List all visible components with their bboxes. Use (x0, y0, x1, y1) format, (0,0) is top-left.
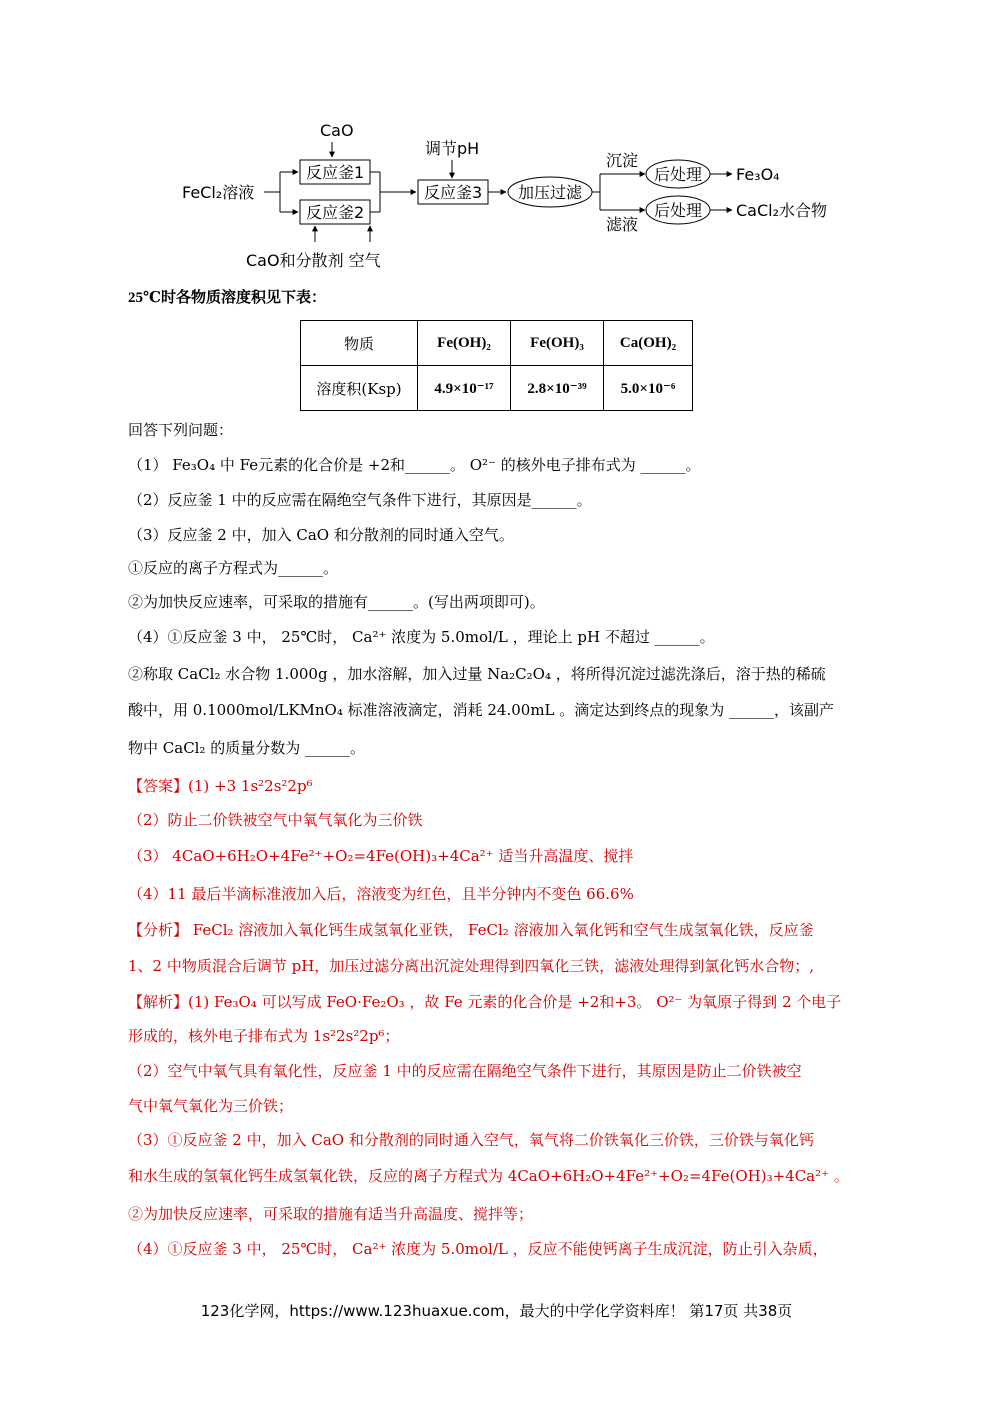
solution-line3: （2）空气中氧气具有氧化性，反应釜 1 中的反应需在隔绝空气条件下进行，其原因是防止二价铁被空 (128, 1062, 802, 1080)
question-1: （1） Fe₃O₄ 中 Fe元素的化合价是 +2和______。 O²⁻ 的核外电子排布式为 ______。 (128, 456, 701, 474)
feed-label: FeCl₂溶液 (182, 183, 255, 202)
answer-1: 【答案】(1) +3 1s²2s²2p⁶ (128, 777, 313, 795)
table-cell: 2.8×10⁻³⁹ (511, 366, 604, 411)
table-cell: Ca(OH)₂ (604, 321, 693, 366)
precip-label: 沉淀 (606, 151, 639, 170)
ph-label: 调节pH (425, 139, 480, 158)
solution-line4: 气中氧气氧化为三价铁； (128, 1097, 294, 1115)
solution-line7: ②为加快反应速率，可采取的措施有适当升高温度、搅拌等； (128, 1205, 534, 1223)
solution-line2: 形成的，核外电子排布式为 1s²2s²2p⁶； (128, 1027, 400, 1045)
reactor1-label: 反应釜1 (306, 163, 365, 182)
solution-line8: （4）①反应釜 3 中， 25℃时， Ca²⁺ 浓度为 5.0mol/L ，反应不能使钙离子生成沉淀，防止引入杂质， (128, 1240, 828, 1258)
table-cell: 4.9×10⁻¹⁷ (418, 366, 511, 411)
solution-line5: （3）①反应釜 2 中，加入 CaO 和分散剂的同时通入空气，氧气将二价铁氧化三价铁，三价铁与氧化钙 (128, 1131, 814, 1149)
table-cell: 5.0×10⁻⁶ (604, 366, 693, 411)
bottom-inputs-label: CaO和分散剂 空气 (246, 251, 381, 270)
answer-2: （2）防止二价铁被空气中氧气氧化为三价铁 (128, 811, 423, 829)
question-3: （3）反应釜 2 中，加入 CaO 和分散剂的同时通入空气。 (128, 526, 514, 544)
process-flow-diagram (180, 112, 880, 272)
reactor3-label: 反应釜3 (424, 183, 483, 202)
product2-label: CaCl₂水合物 (736, 201, 828, 220)
analysis-line1: 【分析】 FeCl₂ 溶液加入氧化钙生成氢氧化亚铁， FeCl₂ 溶液加入氧化钙和空气生成氢氧化铁，反应釜 (128, 921, 814, 939)
reactor2-label: 反应釜2 (306, 203, 365, 222)
question-3b: ②为加快反应速率，可采取的措施有______。(写出两项即可)。 (128, 593, 545, 611)
solution-line6: 和水生成的氢氧化钙生成氢氧化铁，反应的离子方程式为 4CaO+6H₂O+4Fe²⁺+O₂=4Fe(OH)₃+4Ca²⁺ 。 (128, 1167, 849, 1185)
table-cell: Fe(OH)₂ (418, 321, 511, 366)
page-footer: 123化学网，https://www.123huaxue.com，最大的中学化学资料库！ 第17页 共38页 (200, 1302, 793, 1320)
question-4b-line2: 酸中，用 0.1000mol/LKMnO₄ 标准溶液滴定，消耗 24.00mL 。滴定达到终点的现象为 ______，该副产 (128, 701, 835, 719)
answer-4: （4）11 最后半滴标准液加入后，溶液变为红色，且半分钟内不变色 66.6% (128, 885, 634, 903)
question-4b-line3: 物中 CaCl₂ 的质量分数为 ______。 (128, 739, 366, 757)
ksp-table (300, 320, 693, 411)
intro-text: 25℃时各物质溶度积见下表： (128, 290, 326, 306)
product1-label: Fe₃O₄ (736, 165, 780, 184)
filtrate-label: 滤液 (606, 215, 639, 234)
post1-label: 后处理 (654, 165, 703, 184)
questions-lead: 回答下列问题： (128, 421, 234, 439)
question-3a: ①反应的离子方程式为______。 (128, 559, 339, 577)
post2-label: 后处理 (654, 201, 703, 220)
cao-top-label: CaO (320, 121, 354, 140)
question-2: （2）反应釜 1 中的反应需在隔绝空气条件下进行，其原因是______。 (128, 491, 592, 509)
solution-line1: 【解析】(1) Fe₃O₄ 可以写成 FeO·Fe₂O₃ ，故 Fe 元素的化合价是 +2和+3。 O²⁻ 为氧原子得到 2 个电子 (128, 993, 842, 1011)
answer-3: （3） 4CaO+6H₂O+4Fe²⁺+O₂=4Fe(OH)₃+4Ca²⁺ 适当升高温度、搅拌 (128, 847, 634, 865)
analysis-line2: 1、2 中物质混合后调节 pH，加压过滤分离出沉淀处理得到四氧化三铁，滤液处理得到氯化钙水合物；, (128, 957, 815, 975)
question-4b-line1: ②称取 CaCl₂ 水合物 1.000g ，加水溶解，加入过量 Na₂C₂O₄ ，将所得沉淀过滤洗涤后，溶于热的稀硫 (128, 665, 826, 683)
question-4: （4）①反应釜 3 中， 25℃时， Ca²⁺ 浓度为 5.0mol/L ，理论上 pH 不超过 ______。 (128, 628, 715, 646)
table-cell: Fe(OH)₃ (511, 321, 604, 366)
table-cell: 溶度积(Ksp) (301, 366, 418, 411)
filter-label: 加压过滤 (518, 183, 583, 202)
table-cell: 物质 (301, 321, 418, 366)
